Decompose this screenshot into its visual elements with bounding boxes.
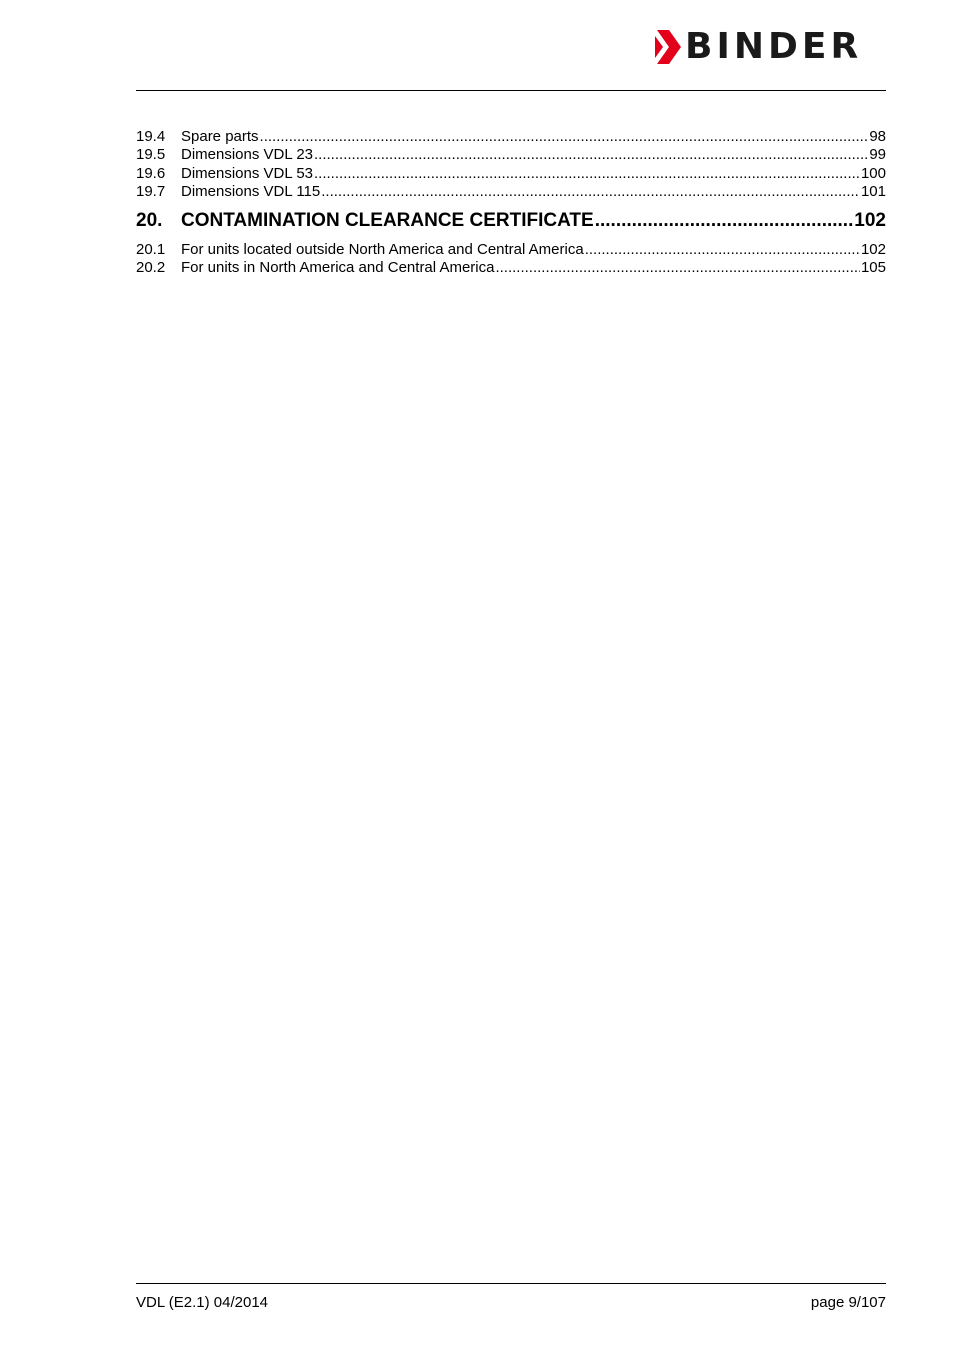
toc-number: 20. <box>136 210 163 232</box>
dot-leader <box>595 210 854 232</box>
toc-page: 100 <box>860 164 886 182</box>
toc-page: 102 <box>860 241 886 259</box>
dot-leader <box>260 128 869 146</box>
toc-title: For units located outside North America and Central America <box>181 241 584 259</box>
dot-leader <box>585 241 860 259</box>
toc-title: For units in North America and Central America <box>181 259 495 277</box>
toc-number: 19.4 <box>136 128 166 145</box>
toc-entry-19-4[interactable] <box>136 128 886 146</box>
dot-leader <box>314 165 860 183</box>
toc-page: 105 <box>860 259 886 277</box>
toc-page: 102 <box>854 210 886 232</box>
toc-number: 19.6 <box>136 164 166 182</box>
dot-leader <box>495 259 860 277</box>
toc-page: 98 <box>869 128 886 145</box>
dot-leader <box>321 183 860 201</box>
dot-leader <box>314 146 868 164</box>
toc-number: 20.2 <box>136 259 166 277</box>
header-divider <box>136 90 886 91</box>
footer-divider <box>136 1283 886 1284</box>
toc-title: Dimensions VDL 53 <box>181 164 314 182</box>
toc-entry-19-7[interactable] <box>136 183 886 201</box>
toc-page: 99 <box>869 146 886 164</box>
toc-entry-19-6[interactable] <box>136 165 886 183</box>
toc-title: Spare parts <box>181 128 259 145</box>
toc-title: CONTAMINATION CLEARANCE CERTIFICATE <box>181 210 594 232</box>
binder-logo <box>655 28 887 66</box>
toc-number: 19.7 <box>136 182 166 200</box>
toc-number: 20.1 <box>136 241 166 259</box>
binder-chevron-icon <box>655 30 681 64</box>
toc-entry-20-2[interactable] <box>136 259 886 277</box>
toc-chapter-20[interactable] <box>136 210 886 232</box>
footer-document-id: VDL (E2.1) 04/2014 <box>136 1294 269 1311</box>
toc-number: 19.5 <box>136 146 166 164</box>
toc-entry-19-5[interactable] <box>136 146 886 164</box>
toc-title: Dimensions VDL 23 <box>181 146 314 164</box>
table-of-contents <box>136 128 886 278</box>
logo-wordmark: BINDER <box>685 26 863 67</box>
toc-page: 101 <box>860 182 886 200</box>
toc-title: Dimensions VDL 115 <box>181 182 321 200</box>
toc-entry-20-1[interactable] <box>136 241 886 259</box>
footer-page-number: page 9/107 <box>810 1294 886 1311</box>
